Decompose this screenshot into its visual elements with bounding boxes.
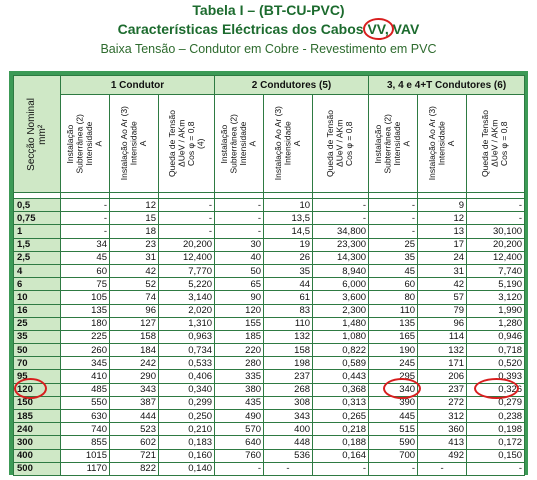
value-cell: 0,160 [159,449,215,462]
value-cell: 0,406 [159,370,215,383]
value-cell: 490 [215,410,264,423]
value-cell: 0,265 [313,410,369,423]
value-cell: 114 [418,330,467,343]
subtitle-prefix: Características Eléctricas dos Cabos [117,21,368,37]
table-row [14,383,525,396]
table-body [14,193,525,476]
value-cell: 0,210 [159,423,215,436]
value-cell: 0,963 [159,330,215,343]
value-cell: 640 [215,436,264,449]
value-cell: - [61,225,110,238]
value-cell: 60 [369,278,418,291]
value-cell: - [215,212,264,225]
value-cell: 132 [418,344,467,357]
value-cell: 0,326 [467,383,525,396]
value-cell: 343 [110,383,159,396]
value-cell: 10 [264,199,313,212]
value-cell: 190 [369,344,418,357]
group-header-3-4-condutores: 3, 4 e 4+T Condutores (6) [369,76,525,95]
value-cell: 3,140 [159,291,215,304]
group-header-1-condutor: 1 Condutor [61,76,215,95]
value-cell: - [467,212,525,225]
value-cell: 185 [215,330,264,343]
section-size-cell: 0,5 [14,199,61,212]
value-cell: 0,822 [313,344,369,357]
section-size-cell: 4 [14,264,61,277]
table-row [14,344,525,357]
table-row [14,396,525,409]
value-cell: 26 [264,251,313,264]
value-cell: 45 [61,251,110,264]
value-cell: 290 [110,370,159,383]
value-cell: 492 [418,449,467,462]
column-header: Instalação Subterrânea (2) Intensidade A [61,95,110,193]
value-cell: 40 [215,251,264,264]
value-cell: 237 [264,370,313,383]
value-cell: - [418,462,467,475]
value-cell: 312 [418,410,467,423]
column-header: Instalação Ao Ar (3) Intensidade A [110,95,159,193]
value-cell: - [264,462,313,475]
section-size-cell: 185 [14,410,61,423]
value-cell: 413 [418,436,467,449]
value-cell: 740 [61,423,110,436]
table-row [14,410,525,423]
value-cell: 74 [110,291,159,304]
subtitle-suffix: , VAV [384,21,420,37]
value-cell: 0,164 [313,449,369,462]
value-cell: 242 [110,357,159,370]
cell-0326-highlight-oval [474,378,519,399]
value-cell: 90 [215,291,264,304]
value-cell: 165 [369,330,418,343]
value-cell: - [215,462,264,475]
value-cell: 410 [61,370,110,383]
value-cell: 0,250 [159,410,215,423]
value-cell: 308 [264,396,313,409]
value-cell: 700 [369,449,418,462]
value-cell: 1,080 [313,330,369,343]
value-cell: 0,198 [467,423,525,436]
column-header: Queda de Tensão ΔUeV / AKm Cos φ = 0,8 [467,95,525,193]
value-cell: 9 [418,199,467,212]
value-cell: - [215,225,264,238]
section-size-cell: 500 [14,462,61,475]
value-cell: - [159,225,215,238]
value-cell: 0,313 [313,396,369,409]
column-header: Instalação Ao Ar (3) Intensidade A [418,95,467,193]
value-cell: 79 [418,304,467,317]
value-cell: 1,280 [467,317,525,330]
table-row [14,264,525,277]
table-row [14,449,525,462]
value-cell: 0,520 [467,357,525,370]
value-cell: 42 [110,264,159,277]
value-cell: - [313,199,369,212]
table-subtitle [0,21,537,37]
value-cell: 52 [110,278,159,291]
section-size-cell: 50 [14,344,61,357]
value-cell: 5,190 [467,278,525,291]
value-cell: 61 [264,291,313,304]
value-cell: 34,800 [313,225,369,238]
value-cell: 14,300 [313,251,369,264]
value-cell: 630 [61,410,110,423]
value-cell: 12 [418,212,467,225]
value-cell: 0,368 [313,383,369,396]
value-cell: 2,300 [313,304,369,317]
value-cell: 75 [61,278,110,291]
value-cell: 0,533 [159,357,215,370]
value-cell: 13 [418,225,467,238]
value-cell: 0,340 [159,383,215,396]
value-cell: 20,200 [467,238,525,251]
value-cell: 31 [110,251,159,264]
value-cell: 0,299 [159,396,215,409]
value-cell: 390 [369,396,418,409]
table-row [14,225,525,238]
value-cell: 19 [264,238,313,251]
value-cell: 158 [110,330,159,343]
value-cell: 17 [418,238,467,251]
value-cell: - [313,462,369,475]
value-cell: 3,120 [467,291,525,304]
value-cell: 445 [369,410,418,423]
value-cell: 23,300 [313,238,369,251]
table-row [14,251,525,264]
value-cell: 12 [110,199,159,212]
table-row [14,278,525,291]
value-cell: 35 [369,251,418,264]
section-size-cell: 150 [14,396,61,409]
row-120-highlight-oval [14,378,47,399]
section-size-cell: 300 [14,436,61,449]
value-cell: 0,238 [467,410,525,423]
value-cell: 1015 [61,449,110,462]
table-row [14,212,525,225]
value-cell: 295 [369,370,418,383]
value-cell: - [369,212,418,225]
table-row [14,317,525,330]
value-cell: 83 [264,304,313,317]
section-size-cell: 2,5 [14,251,61,264]
value-cell: 34 [61,238,110,251]
section-size-cell: 1,5 [14,238,61,251]
value-cell: 18 [110,225,159,238]
value-cell: - [369,225,418,238]
value-cell: 260 [61,344,110,357]
value-cell: 105 [61,291,110,304]
column-header: Instalação Subterrânea (2) Intensidade A [369,95,418,193]
value-cell: 225 [61,330,110,343]
value-cell: 550 [61,396,110,409]
value-cell: 23 [110,238,159,251]
value-cell: 0,140 [159,462,215,475]
value-cell: 570 [215,423,264,436]
value-cell: 272 [418,396,467,409]
value-cell: 602 [110,436,159,449]
value-cell: 268 [264,383,313,396]
table-title: Tabela I – (BT-CU-PVC) [192,2,345,18]
value-cell: - [215,199,264,212]
value-cell: 0,218 [313,423,369,436]
value-cell: 20,200 [159,238,215,251]
value-cell: - [467,199,525,212]
value-cell: 485 [61,383,110,396]
table-subheading: Baixa Tensão – Condutor em Cobre - Revestimento em PVC [100,42,437,56]
value-cell: 590 [369,436,418,449]
value-cell: 435 [215,396,264,409]
value-cell: 855 [61,436,110,449]
table-frame [9,71,528,475]
value-cell: 0,172 [467,436,525,449]
value-cell: 2,020 [159,304,215,317]
section-size-cell: 120 [14,383,61,396]
value-cell: 127 [110,317,159,330]
table-row [14,238,525,251]
value-cell: 245 [369,357,418,370]
value-cell: 335 [215,370,264,383]
value-cell: 198 [264,357,313,370]
value-cell: 0,946 [467,330,525,343]
value-cell: 35 [264,264,313,277]
value-cell: 15 [110,212,159,225]
value-cell: 13,5 [264,212,313,225]
value-cell: 120 [215,304,264,317]
value-cell: 7,740 [467,264,525,277]
value-cell: 3,600 [313,291,369,304]
value-cell: - [159,212,215,225]
value-cell: 1170 [61,462,110,475]
section-size-cell: 240 [14,423,61,436]
value-cell: 721 [110,449,159,462]
value-cell: 135 [61,304,110,317]
value-cell: 0,279 [467,396,525,409]
value-cell: 444 [110,410,159,423]
value-cell: 340 [369,383,418,396]
table-row [14,357,525,370]
value-cell: 135 [369,317,418,330]
column-header: Queda de Tensão ΔUeV / AKm Cos φ = 0,8 [313,95,369,193]
value-cell: 155 [215,317,264,330]
value-cell: 360 [418,423,467,436]
value-cell: 158 [264,344,313,357]
value-cell: 25 [369,238,418,251]
value-cell: 7,770 [159,264,215,277]
value-cell: 1,480 [313,317,369,330]
value-cell: 280 [215,357,264,370]
value-cell: 220 [215,344,264,357]
value-cell: 387 [110,396,159,409]
table-row [14,199,525,212]
value-cell: - [61,199,110,212]
value-cell: 0,718 [467,344,525,357]
value-cell: - [159,199,215,212]
section-size-cell: 35 [14,330,61,343]
value-cell: 1,990 [467,304,525,317]
value-cell: 5,220 [159,278,215,291]
value-cell: 24 [418,251,467,264]
table-row [14,462,525,475]
value-cell: 523 [110,423,159,436]
value-cell: 760 [215,449,264,462]
table-row [14,436,525,449]
column-header: Instalação Ao Ar (3) Intensidade A [264,95,313,193]
value-cell: - [369,462,418,475]
table-row [14,291,525,304]
value-cell: 30,100 [467,225,525,238]
value-cell: 50 [215,264,264,277]
value-cell: 536 [264,449,313,462]
section-size-cell: 25 [14,317,61,330]
value-cell: - [61,212,110,225]
value-cell: 96 [110,304,159,317]
value-cell: 0,734 [159,344,215,357]
section-size-cell: 6 [14,278,61,291]
value-cell: - [467,462,525,475]
value-cell: 110 [369,304,418,317]
value-cell: 60 [61,264,110,277]
value-cell: 343 [264,410,313,423]
table-row [14,304,525,317]
table-row [14,330,525,343]
value-cell: 110 [264,317,313,330]
value-cell: 44 [264,278,313,291]
value-cell: 0,183 [159,436,215,449]
value-cell: 14,5 [264,225,313,238]
value-cell: 8,940 [313,264,369,277]
table-row [14,370,525,383]
section-size-cell: 10 [14,291,61,304]
value-cell: 0,150 [467,449,525,462]
section-size-cell: 1 [14,225,61,238]
column-header: Queda de Tensão ΔUeV / AKm Cos φ = 0,8 (4) [159,95,215,193]
value-cell: 31 [418,264,467,277]
value-cell: 12,400 [159,251,215,264]
value-cell: 132 [264,330,313,343]
value-cell: 0,393 [467,370,525,383]
value-cell: 0,188 [313,436,369,449]
section-size-cell: 0,75 [14,212,61,225]
subtitle-vv: VV [367,21,385,37]
value-cell: 0,589 [313,357,369,370]
cable-table [13,75,525,476]
value-cell: 380 [215,383,264,396]
value-cell: 184 [110,344,159,357]
value-cell: 12,400 [467,251,525,264]
column-header: Instalação Subterrânea (2) Intensidade A [215,95,264,193]
value-cell: 180 [61,317,110,330]
value-cell: 80 [369,291,418,304]
value-cell: 6,000 [313,278,369,291]
value-cell: 448 [264,436,313,449]
value-cell: 400 [264,423,313,436]
section-size-cell: 16 [14,304,61,317]
value-cell: 171 [418,357,467,370]
value-cell: 237 [418,383,467,396]
group-header-2-condutores: 2 Condutores (5) [215,76,369,95]
value-cell: 96 [418,317,467,330]
vv-marked [367,21,384,37]
value-cell: 65 [215,278,264,291]
value-cell: 45 [369,264,418,277]
section-header: Secção Nominal mm² [14,76,61,193]
value-cell: - [313,212,369,225]
cell-340-highlight-oval [383,378,421,399]
value-cell: - [369,199,418,212]
value-cell: 30 [215,238,264,251]
value-cell: 822 [110,462,159,475]
value-cell: 345 [61,357,110,370]
section-size-cell: 70 [14,357,61,370]
value-cell: 42 [418,278,467,291]
value-cell: 515 [369,423,418,436]
value-cell: 1,310 [159,317,215,330]
section-size-cell: 95 [14,370,61,383]
value-cell: 57 [418,291,467,304]
table-row [14,423,525,436]
section-size-cell: 400 [14,449,61,462]
value-cell: 206 [418,370,467,383]
column-header-row [14,95,525,193]
value-cell: 0,443 [313,370,369,383]
